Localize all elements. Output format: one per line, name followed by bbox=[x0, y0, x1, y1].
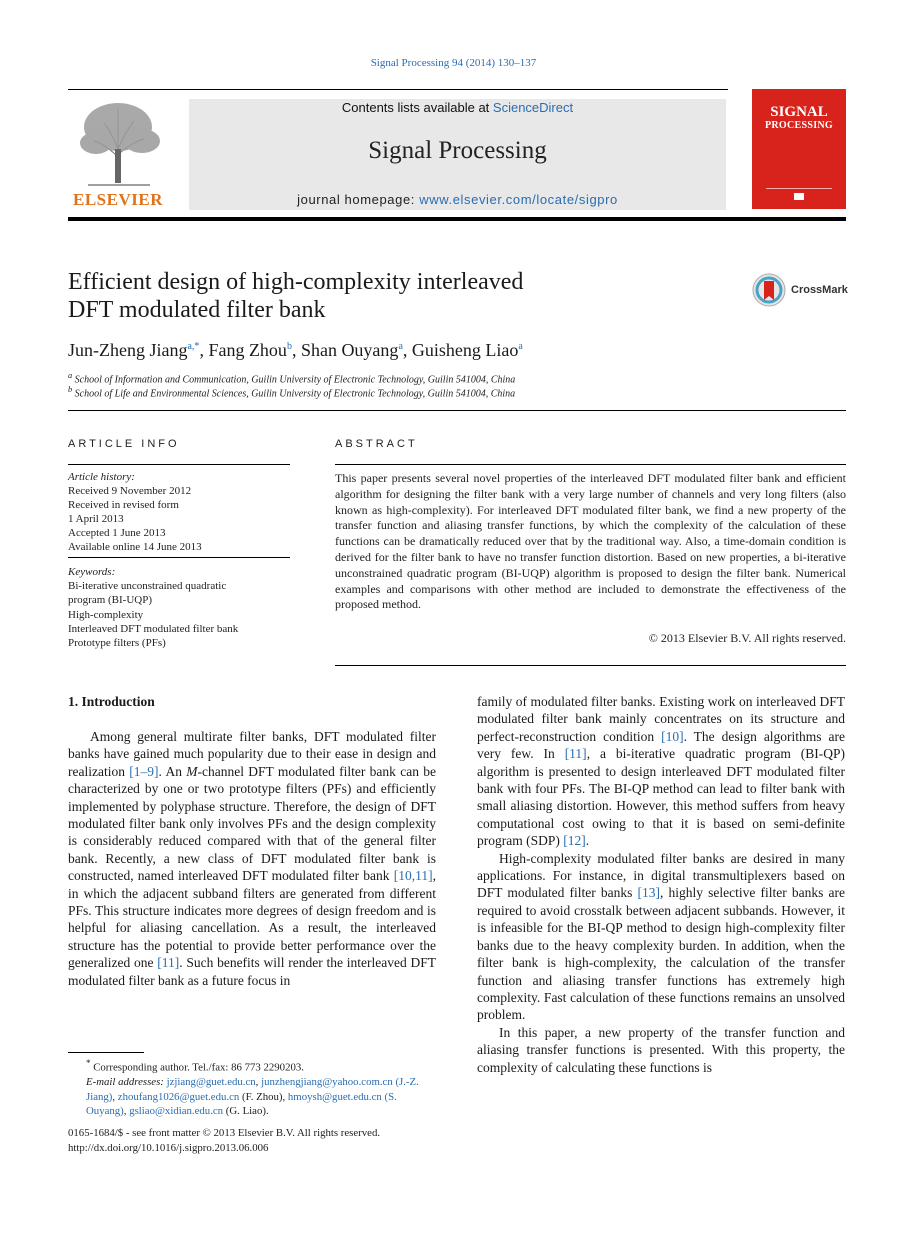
citation-link[interactable]: [10,11] bbox=[393, 868, 433, 884]
footnote-rule bbox=[68, 1052, 144, 1053]
article-title bbox=[68, 268, 688, 324]
contents-prefix: Contents lists available at bbox=[341, 100, 493, 115]
article-info-rule bbox=[68, 464, 290, 465]
keyword: High-complexity bbox=[68, 608, 144, 621]
email-link[interactable]: jzjiang@guet.edu.cn bbox=[166, 1076, 256, 1089]
copyright-line: © 2013 Elsevier B.V. All rights reserved. bbox=[648, 631, 846, 645]
left-column bbox=[68, 728, 436, 989]
history-entry: Received 9 November 2012 bbox=[68, 485, 192, 497]
title-line-2: DFT modulated filter bank bbox=[68, 297, 326, 323]
history-entry: Received in revised form bbox=[68, 499, 179, 511]
cover-title-line1: SIGNAL bbox=[770, 104, 828, 120]
corresponding-author-note: * Corresponding author. Tel./fax: 86 773 2290203. bbox=[86, 1058, 304, 1074]
footnotes bbox=[68, 1056, 436, 1119]
citation-link[interactable]: [13] bbox=[637, 885, 661, 901]
keyword: program (BI-UQP) bbox=[68, 594, 153, 607]
affiliation-b-key: b bbox=[68, 385, 73, 394]
elsevier-wordmark: ELSEVIER bbox=[73, 190, 163, 209]
email-label: E-mail addresses: bbox=[86, 1076, 164, 1089]
journal-homepage-line bbox=[189, 192, 726, 207]
citation-link[interactable]: [10] bbox=[661, 728, 684, 744]
contents-available-line bbox=[189, 100, 726, 115]
author-affiliation-sup[interactable]: a bbox=[518, 341, 523, 352]
sciencedirect-link[interactable]: ScienceDirect bbox=[492, 100, 574, 115]
title-line-1: Efficient design of high-complexity interleaved bbox=[68, 269, 524, 295]
intro-paragraph-3: High-complexity modulated filter banks are desired in many applications. For instance, in digital transmultiplexers based on DFT modulated filter banks [13], highly selective filter banks are required to avoid crosstalk between adjacent subbands. However, it is infeasible for the BI-QP method to design high-complexity filter banks due to the heavy complexity burden. In addition, when the filter bank is high-complexity, the calculation of the transfer function and aliasing transfer functions has extremely high complexity. Fast calculation of these functions remains an unsolved problem. bbox=[477, 850, 845, 1023]
email-addresses: E-mail addresses: jzjiang@guet.edu.cn, junzhengjiang@yahoo.com.cn (J.-Z. Jiang), zhoufang1026@guet.edu.cn (F. Zhou), hmoysh@guet.edu.cn (S. Ouyang), gsliao@xidian.edu.cn (G. Liao). bbox=[86, 1076, 419, 1118]
history-list bbox=[68, 484, 290, 554]
italic-symbol: M bbox=[186, 763, 198, 779]
keyword: Prototype filters (PFs) bbox=[68, 637, 166, 650]
abstract-bottom-rule bbox=[335, 665, 846, 666]
citation-link[interactable]: [1–9] bbox=[129, 763, 159, 779]
affiliation-b-text: School of Life and Environmental Sciences, Guilin University of Electronic Technology, Guilin 541004, China bbox=[74, 388, 516, 400]
keywords-block bbox=[68, 565, 290, 650]
intro-paragraph-4: In this paper, a new property of the transfer function and aliasing transfer functions is presented. With this property, the complexity of calculating these functions is bbox=[477, 1024, 845, 1075]
keyword: Interleaved DFT modulated filter bank bbox=[68, 622, 239, 635]
history-entry: Accepted 1 June 2013 bbox=[68, 527, 166, 539]
history-entry: 1 April 2013 bbox=[68, 513, 124, 525]
crossmark-label[interactable]: CrossMark bbox=[791, 284, 848, 296]
author-affiliation-sup[interactable]: b bbox=[286, 341, 292, 352]
keyword-list bbox=[68, 579, 290, 650]
abstract-rule bbox=[335, 464, 846, 465]
affiliation-a bbox=[68, 371, 515, 385]
homepage-prefix: journal homepage: bbox=[297, 192, 420, 207]
introduction-heading: 1. Introduction bbox=[68, 694, 155, 709]
citation-link[interactable]: [11] bbox=[157, 955, 180, 971]
email-link[interactable]: junzhengjiang@yahoo.com.cn bbox=[261, 1076, 393, 1089]
abstract-heading: ABSTRACT bbox=[335, 438, 418, 450]
email-link[interactable]: (J.-Z. Jiang) bbox=[86, 1076, 419, 1103]
header-bottom-rule bbox=[68, 217, 846, 221]
email-link[interactable]: hmoysh@guet.edu.cn bbox=[287, 1090, 382, 1103]
email-link[interactable]: (S. Ouyang) bbox=[86, 1090, 397, 1118]
cover-title bbox=[752, 106, 846, 132]
affiliation-rule bbox=[68, 410, 846, 411]
history-label: Article history: bbox=[68, 471, 135, 483]
issn-line: 0165-1684/$ - see front matter © 2013 Elsevier B.V. All rights reserved. bbox=[68, 1127, 381, 1139]
abstract-text: This paper presents several novel properties of the interleaved DFT modulated filter bank and efficient algorithm for designing the filter bank with a very large number of channels and very long filters (also known as high-complexity). For interleaved DFT modulated filter bank, we find a new property of the transfer function and aliasing transfer functions, by which the complexity of the calculation of these functions can be dramatically reduced over that by the traditional way. Also, a time-domain condition is derived for the filter bank to have no transfer function distortion. Based on new properties, a bi-iterative unconstrained quadratic program (BI-UQP) algorithm is proposed to design the filter bank. Numerical examples and comparisons with other method are included to demonstrate the effectiveness of the proposed method. bbox=[335, 471, 846, 612]
history-rule bbox=[68, 557, 290, 558]
email-link[interactable]: gsliao@xidian.edu.cn bbox=[129, 1105, 224, 1118]
citation-link[interactable]: [11] bbox=[564, 746, 587, 762]
journal-citation-link[interactable]: Signal Processing 94 (2014) 130–137 bbox=[370, 57, 537, 69]
article-info-heading: ARTICLE INFO bbox=[68, 438, 180, 450]
affiliation-a-key: a bbox=[68, 371, 73, 380]
keywords-label: Keywords: bbox=[68, 566, 116, 578]
author-affiliation-sup[interactable]: a bbox=[398, 341, 403, 352]
header-top-rule bbox=[68, 89, 728, 90]
author-name: Shan Ouyang bbox=[300, 340, 399, 360]
corresponding-author-text: Corresponding author. Tel./fax: 86 773 2290203. bbox=[93, 1061, 304, 1074]
author-name: Fang Zhou bbox=[208, 340, 287, 360]
right-column bbox=[477, 693, 845, 1076]
issn-block bbox=[68, 1126, 468, 1155]
intro-paragraph-2: family of modulated filter banks. Existing work on interleaved DFT modulated filter bank mainly concentrates on its structure and perfect-reconstruction condition [10]. The design algorithms are very few. In [11], a bi-iterative quadratic program (BI-QP) algorithm is presented to design interleaved DFT modulated filter bank with four PFs. The BI-QP method can lead to filter bank with small aliasing distortion. However, this method suffers from heavy computational cost owing to that it is based on semi-definite program (SDP) [12]. bbox=[477, 694, 845, 849]
author-affiliation-sup[interactable]: a,* bbox=[187, 341, 200, 352]
author-name: Guisheng Liao bbox=[411, 340, 519, 360]
affiliation-a-text: School of Information and Communication, Guilin University of Electronic Technology, Guilin 541004, China bbox=[74, 374, 516, 386]
email-link[interactable]: zhoufang1026@guet.edu.cn bbox=[117, 1090, 240, 1103]
author-list: Jun-Zheng Jiang$^{a,*}$, Fang Zhou$^b$, Shan Ouyang$^a$, Guisheng Liao$^a$ bbox=[68, 340, 523, 360]
author-name: Jun-Zheng Jiang bbox=[68, 340, 188, 360]
article-history bbox=[68, 470, 290, 554]
cover-title-line2: PROCESSING bbox=[764, 120, 833, 131]
intro-paragraph-1: Among general multirate filter banks, DFT modulated filter banks have gained much popularity due to their ease in design and realization [1–9]. An M-channel DFT modulated filter bank can be characterized by one or two prototype filters (PFs) and efficiently implemented by polyphase structure. Therefore, the design of DFT modulated filter bank only involves PFs and the design complexity is considerably reduced compared with that of the general filter bank. Recently, a new class of DFT modulated filter bank is constructed, named interleaved DFT modulated filter bank [10,11], in which the adjacent subband filters are generated from different PFs. This structure indicates more degrees of design freedom and is helpful for aliasing cancellation. As a result, the interleaved structure has the potential to provide better performance over the generalized one [11]. Such benefits will render the interleaved DFT modulated filter bank as a future focus in bbox=[68, 729, 436, 988]
doi-link[interactable]: http://dx.doi.org/10.1016/j.sigpro.2013.06.006 bbox=[68, 1141, 269, 1154]
history-entry: Available online 14 June 2013 bbox=[68, 541, 202, 553]
journal-name: Signal Processing bbox=[368, 137, 547, 164]
homepage-link[interactable]: www.elsevier.com/locate/sigpro bbox=[419, 192, 618, 207]
affiliation-b bbox=[68, 385, 515, 399]
keyword: Bi-iterative unconstrained quadratic bbox=[68, 580, 227, 593]
citation-link[interactable]: [12] bbox=[563, 833, 586, 849]
